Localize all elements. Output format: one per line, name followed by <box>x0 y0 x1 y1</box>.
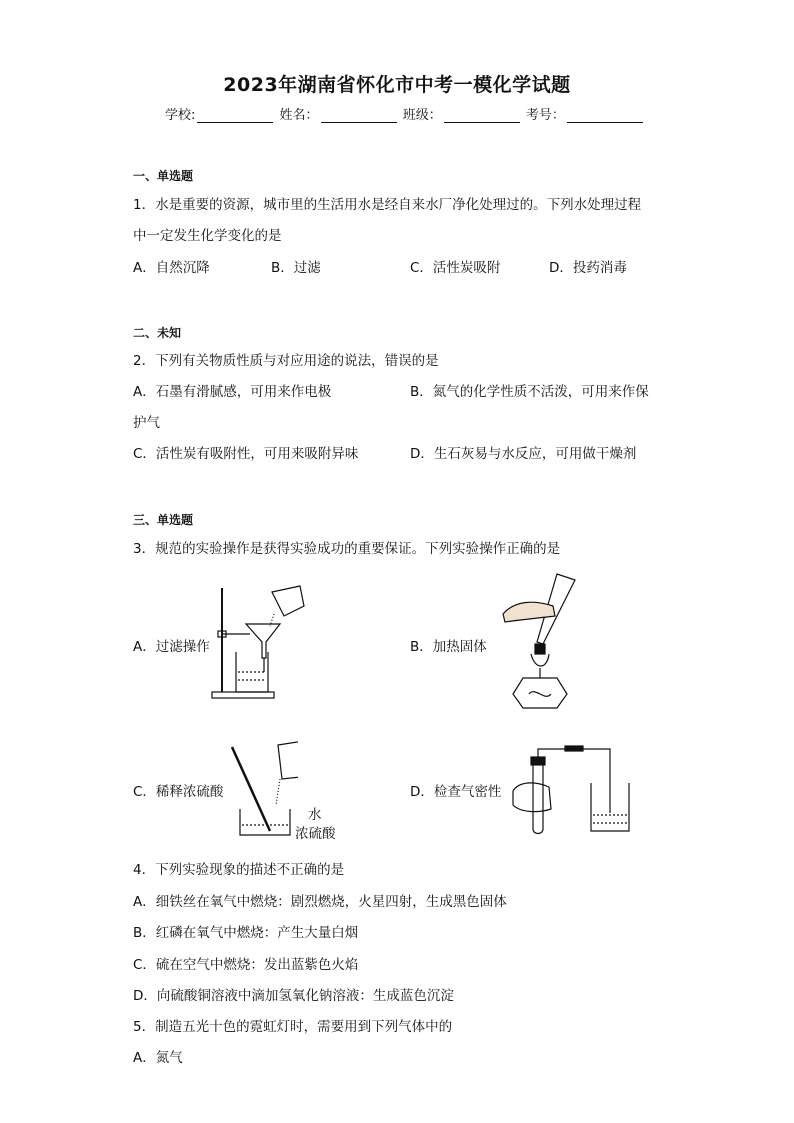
q1-option-d: D．投药消毒 <box>549 260 627 276</box>
q4-option-d: D．向硫酸铜溶液中滴加氢氧化钠溶液：生成蓝色沉淀 <box>133 988 454 1004</box>
name-label: 姓名： <box>279 108 319 123</box>
q1-option-c: C．活性炭吸附 <box>410 260 501 276</box>
q4-stem: 4．下列实验现象的描述不正确的是 <box>133 862 345 878</box>
dilute-acid-figure <box>228 735 298 840</box>
class-blank <box>444 108 520 123</box>
acid-label: 浓硫酸 <box>295 826 336 842</box>
school-blank <box>197 108 273 123</box>
q1-stem-line1: 1．水是重要的资源，城市里的生活用水是经自来水厂净化处理过的。下列水处理过程 <box>133 197 642 213</box>
q1-option-a: A．自然沉降 <box>133 260 210 276</box>
student-info-row <box>165 104 645 123</box>
water-label: 水 <box>308 807 322 823</box>
gas-tightness-figure <box>505 743 640 838</box>
q1-stem-line2: 中一定发生化学变化的是 <box>133 228 282 244</box>
exam-number-label: 考号： <box>525 108 565 123</box>
page-title: 2023年湖南省怀化市中考一模化学试题 <box>223 74 571 96</box>
q2-option-c: C．活性炭有吸附性，可用来吸附异味 <box>133 446 359 462</box>
q2-option-b-line1: B．氮气的化学性质不活泼，可用来作保 <box>410 384 649 400</box>
q2-option-b-line2: 护气 <box>133 415 160 431</box>
section-heading: 三、单选题 <box>133 513 194 527</box>
q3-option-a: A．过滤操作 <box>133 639 210 655</box>
q5-option-a: A．氮气 <box>133 1050 183 1066</box>
name-blank <box>321 108 397 123</box>
q3-option-b: B．加热固体 <box>410 639 487 655</box>
q3-stem: 3．规范的实验操作是获得实验成功的重要保证。下列实验操作正确的是 <box>133 541 561 557</box>
q2-option-d: D．生石灰易与水反应，可用做干燥剂 <box>410 446 637 462</box>
exam-number-blank <box>567 108 643 123</box>
heating-solid-figure <box>495 570 590 715</box>
q1-option-b: B．过滤 <box>271 260 321 276</box>
school-label: 学校: <box>165 108 196 123</box>
q4-option-a: A．细铁丝在氧气中燃烧：剧烈燃烧，火星四射，生成黑色固体 <box>133 894 507 910</box>
filtration-apparatus-figure <box>210 580 315 702</box>
class-label: 班级： <box>402 108 442 123</box>
q5-stem: 5．制造五光十色的霓虹灯时，需要用到下列气体中的 <box>133 1019 453 1035</box>
q2-option-a: A．石墨有滑腻感，可用来作电极 <box>133 384 332 400</box>
q3-option-c: C．稀释浓硫酸 <box>133 784 224 800</box>
section-heading: 二、未知 <box>133 326 182 340</box>
q4-option-c: C．硫在空气中燃烧：发出蓝紫色火焰 <box>133 957 359 973</box>
q2-stem: 2．下列有关物质性质与对应用途的说法，错误的是 <box>133 353 439 369</box>
q4-option-b: B．红磷在氧气中燃烧：产生大量白烟 <box>133 925 359 941</box>
section-heading: 一、单选题 <box>133 169 194 183</box>
q3-option-d: D．检查气密性 <box>410 784 502 800</box>
